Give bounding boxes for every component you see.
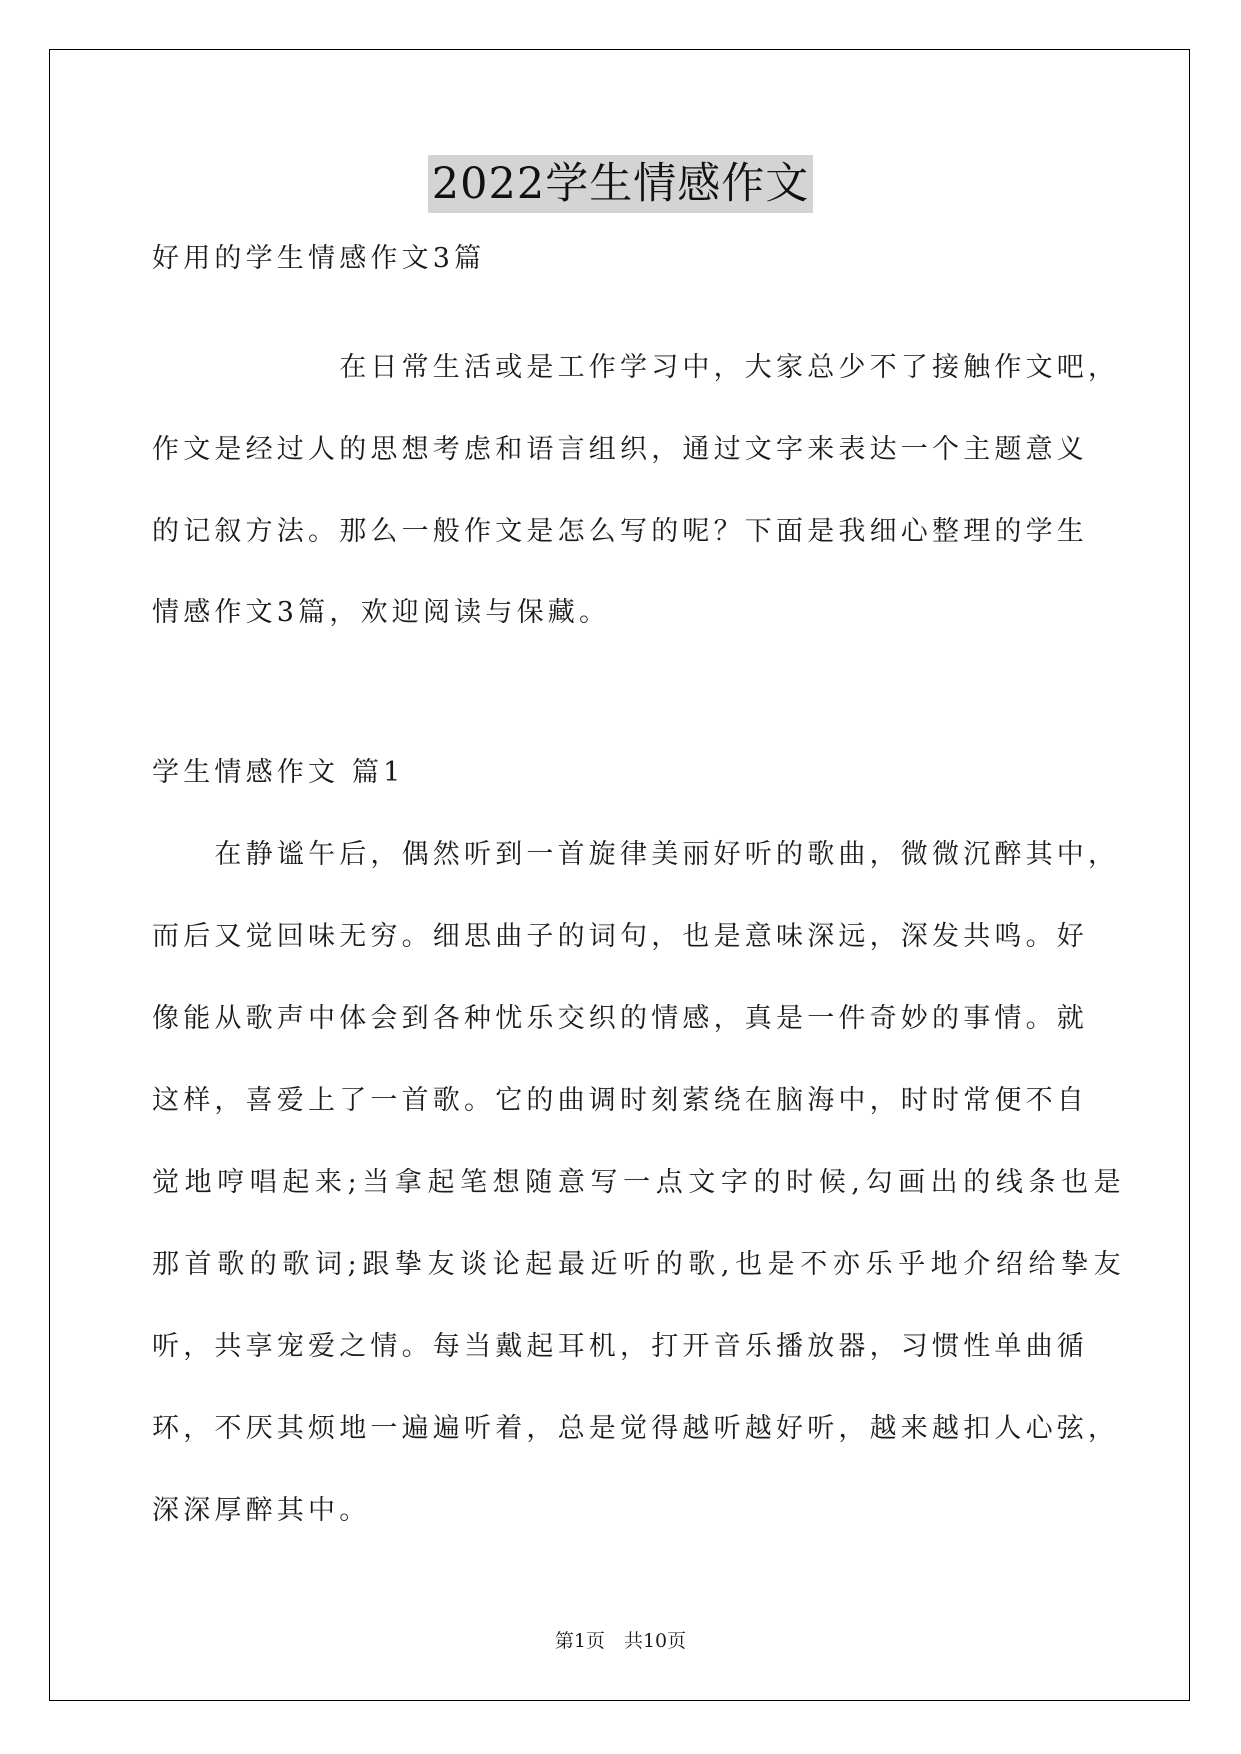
intro-paragraph-line: 在日常生活或是工作学习中，大家总少不了接触作文吧， bbox=[152, 352, 1120, 383]
intro-paragraph-line: 作文是经过人的思想考虑和语言组织，通过文字来表达一个主题意义 bbox=[152, 434, 1088, 465]
document-title: 2022学生情感作文 bbox=[428, 155, 813, 213]
body-paragraph-line: 像能从歌声中体会到各种忧乐交织的情感，真是一件奇妙的事情。就 bbox=[152, 1003, 1088, 1034]
section-heading: 学生情感作文 篇1 bbox=[152, 757, 405, 788]
body-paragraph-line: 听，共享宠爱之情。每当戴起耳机，打开音乐播放器，习惯性单曲循 bbox=[152, 1331, 1088, 1362]
body-paragraph-line: 深深厚醉其中。 bbox=[152, 1495, 371, 1526]
body-paragraph-line: 而后又觉回味无穷。细思曲子的词句，也是意味深远，深发共鸣。好 bbox=[152, 921, 1088, 952]
document-subtitle: 好用的学生情感作文3篇 bbox=[152, 243, 486, 274]
intro-paragraph-line: 的记叙方法。那么一般作文是怎么写的呢？下面是我细心整理的学生 bbox=[152, 516, 1088, 547]
body-paragraph-line: 在静谧午后，偶然听到一首旋律美丽好听的歌曲，微微沉醉其中， bbox=[152, 839, 1120, 870]
page-number-footer: 第1页 共10页 bbox=[554, 1630, 687, 1652]
body-paragraph-line: 觉地哼唱起来;当拿起笔想随意写一点文字的时候,勾画出的线条也是 bbox=[152, 1167, 1127, 1198]
body-paragraph-line: 那首歌的歌词;跟挚友谈论起最近听的歌,也是不亦乐乎地介绍给挚友 bbox=[152, 1249, 1127, 1280]
body-paragraph-line: 这样，喜爱上了一首歌。它的曲调时刻萦绕在脑海中，时时常便不自 bbox=[152, 1085, 1088, 1116]
body-paragraph-line: 环，不厌其烦地一遍遍听着，总是觉得越听越好听，越来越扣人心弦， bbox=[152, 1413, 1120, 1444]
title-container bbox=[0, 155, 1241, 213]
intro-paragraph-line: 情感作文3篇，欢迎阅读与保藏。 bbox=[152, 597, 611, 628]
page-border bbox=[49, 49, 1190, 1701]
